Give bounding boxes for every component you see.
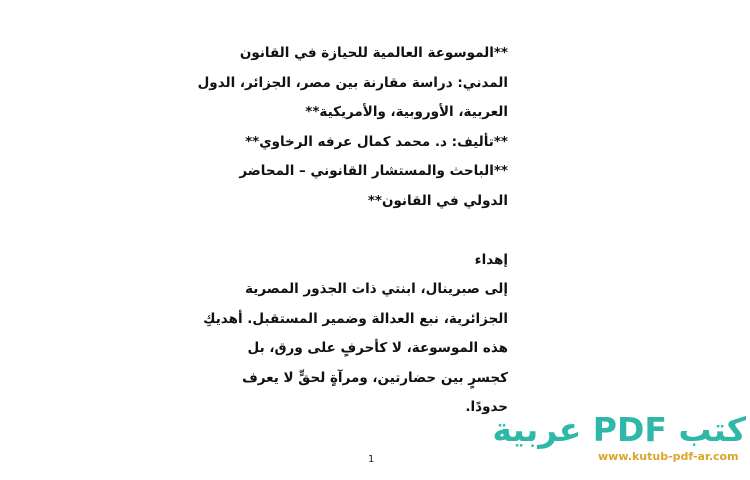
dedication-heading: إهداء xyxy=(474,251,508,268)
title-line-3: العربية، الأوروبية، والأمريكية** xyxy=(305,104,508,120)
author-title-line-1: **الباحث والمستشار القانوني – المحاضر xyxy=(239,163,508,179)
dedication-line-1: إلى صبرينال، ابنتي ذات الجذور المصرية xyxy=(245,281,508,297)
document-text xyxy=(197,39,508,423)
blank-line xyxy=(208,216,508,246)
watermark-logo xyxy=(492,410,746,464)
author-title-line-2: الدولي في القانون** xyxy=(367,192,508,209)
title-line-2: المدني: دراسة مقارنة بين مصر، الجزائر، الدول xyxy=(197,74,508,91)
watermark-title: كتب PDF عربية xyxy=(492,410,746,449)
dedication-line-5: حدودًا. xyxy=(465,399,508,415)
page-number: 1 xyxy=(368,454,375,465)
dedication-line-4: كجسرٍ بين حضارتين، ومرآةٍ لحقٍّ لا يعرف xyxy=(242,369,508,386)
title-line-1: **الموسوعة العالمية للحيازة في القانون xyxy=(239,45,508,61)
watermark-url: www.kutub-pdf-ar.com xyxy=(598,450,739,463)
dedication-line-3: هذه الموسوعة، لا كأحرفٍ على ورق، بل xyxy=(247,340,508,356)
dedication-line-2: الجزائرية، نبع العدالة وضمير المستقبل. أهديكِ xyxy=(203,310,508,327)
author-line: **تأليف: د. محمد كمال عرفه الرخاوي** xyxy=(245,133,508,150)
